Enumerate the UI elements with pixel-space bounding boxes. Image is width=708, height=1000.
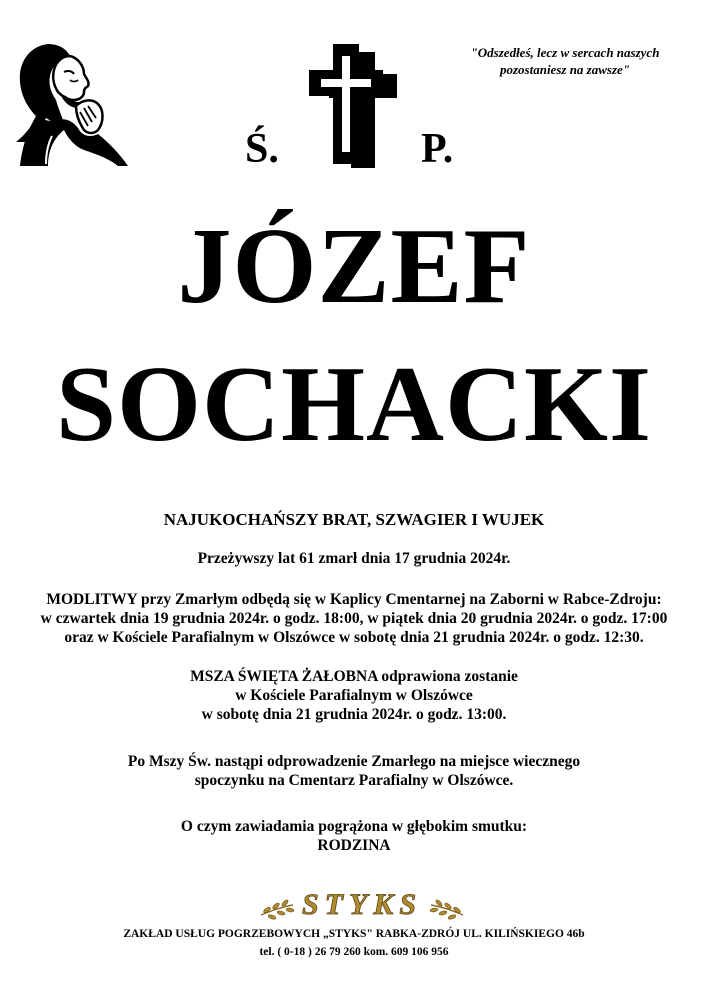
prayers-paragraph (0, 590, 708, 647)
farewell-line: spoczynku na Cmentarz Parafialny w Olszówce. (194, 772, 514, 789)
cross-icon (297, 40, 409, 170)
deceased-first-name: JÓZEF (177, 207, 531, 326)
quote-line-2: pozostaniesz na zawsze" (499, 62, 631, 77)
family-signature: RODZINA (317, 837, 391, 854)
quote-line-1: "Odszedłeś, lecz w sercach naszych (470, 45, 660, 60)
funeral-home-address: ZAKŁAD USŁUG POGRZEBOWYCH „STYKS" RABKA-ZDRÓJ UL. KILIŃSKIEGO 46b (123, 928, 585, 940)
deceased-last-name: SOCHACKI (55, 345, 653, 464)
mass-line: w Kościele Parafialnym w Olszówce (235, 687, 473, 704)
notice-paragraph (0, 817, 708, 855)
funeral-home-phone: tel. ( 0-18 ) 26 79 260 kom. 609 106 956 (259, 946, 449, 958)
relation-line: NAJUKOCHAŃSZY BRAT, SZWAGIER I WUJEK (163, 510, 545, 529)
mass-line: MSZA ŚWIĘTA ŻAŁOBNA odprawiona zostanie (190, 668, 518, 685)
prayers-line: w czwartek dnia 19 grudnia 2024r. o godz. 18:00, w piątek dnia 20 grudnia 2024r. o godz. 17:00 (40, 610, 668, 627)
sp-letter-right: P. (421, 126, 454, 172)
prayers-line: MODLITWY przy Zmarłym odbędą się w Kaplicy Cmentarnej na Zaborni w Rabce-Zdroju: (46, 591, 662, 608)
sp-letter-left: Ś. (245, 126, 279, 172)
mass-line: w sobotę dnia 21 grudnia 2024r. o godz. 13:00. (201, 706, 507, 723)
farewell-line: Po Mszy Św. nastąpi odprowadzenie Zmarłego na miejsce wiecznego (127, 753, 581, 770)
farewell-paragraph (0, 752, 708, 790)
notice-line: O czym zawiadamia pogrążona w głębokim smutku: (180, 818, 528, 835)
mass-paragraph (0, 667, 708, 724)
praying-jesus-icon (8, 38, 128, 168)
styks-logo (259, 885, 465, 923)
styks-logo-text: STYKS (301, 888, 423, 921)
memorial-quote (440, 44, 690, 78)
prayers-line: oraz w Kościele Parafialnym w Olszówce w sobotę dnia 21 grudnia 2024r. o godz. 12:30. (64, 629, 644, 646)
age-line: Przeżywszy lat 61 zmarł dnia 17 grudnia 2024r. (197, 550, 511, 567)
